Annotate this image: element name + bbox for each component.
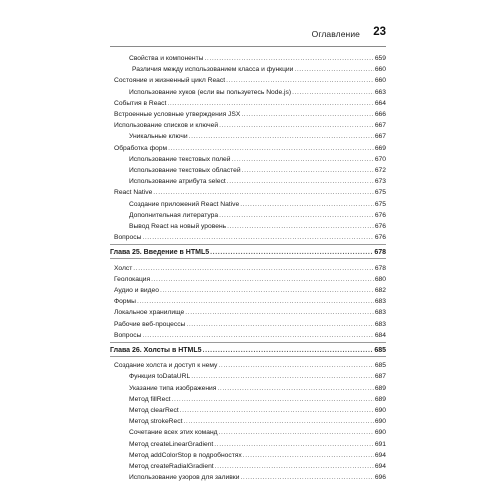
dot-leader — [214, 439, 374, 450]
toc-entry-page: 675 — [374, 200, 386, 208]
toc-entry-page: 673 — [374, 178, 386, 186]
chapter-rule — [110, 258, 386, 259]
dot-leader — [167, 98, 373, 109]
toc-entry-title: Метод createRadialGradient — [129, 463, 214, 470]
dot-leader — [294, 64, 373, 75]
dot-leader — [227, 221, 374, 232]
toc-entry-title: Сочетание всех этих команд — [129, 429, 218, 437]
toc-entry — [110, 405, 386, 416]
dot-leader — [185, 307, 374, 318]
toc-entry-title: Различия между использованием класса и функции — [132, 66, 294, 74]
toc-entry-page: 682 — [374, 287, 386, 294]
dot-leader — [226, 75, 374, 86]
section-title: Оглавление — [311, 29, 360, 39]
page-number: 23 — [373, 26, 386, 38]
toc-entry-title: Создание приложений React Native — [129, 200, 240, 208]
dot-leader — [232, 154, 374, 165]
toc-entry — [110, 285, 386, 296]
dot-leader — [204, 53, 373, 64]
toc-entry-title: Метод clearRect — [129, 407, 179, 414]
toc-entry — [110, 210, 386, 221]
toc-entry-title: Встроенные условные утверждения JSX — [114, 111, 241, 118]
toc-entry-page: 675 — [374, 189, 386, 197]
toc-entry-page: 666 — [374, 111, 386, 118]
toc-entry-page: 676 — [374, 211, 386, 219]
toc-entry — [110, 307, 386, 318]
running-header — [110, 27, 386, 43]
dot-leader — [241, 109, 374, 120]
dot-leader — [186, 319, 373, 330]
toc-entry-title: Использование текстовых полей — [129, 155, 231, 163]
toc-entry-page: 664 — [374, 99, 386, 107]
toc-entry — [110, 165, 386, 176]
toc-entry — [110, 383, 386, 394]
toc-entry-title: Формы — [114, 298, 136, 306]
chapter-rule — [110, 356, 386, 357]
toc-entry-page: 676 — [374, 234, 386, 242]
toc-entry-page: 689 — [374, 395, 386, 403]
dot-leader — [219, 120, 374, 131]
header-rule — [110, 46, 386, 47]
toc-entry-page: 684 — [374, 331, 386, 339]
toc-entry — [110, 360, 386, 371]
toc-chapter — [110, 247, 386, 258]
toc-entry-title: Использование атрибута select — [129, 178, 226, 186]
toc-entry-page: 660 — [374, 77, 386, 85]
toc-entry — [110, 427, 386, 438]
dot-leader — [215, 461, 374, 472]
chapter-rule — [110, 244, 386, 245]
toc-entry — [110, 64, 386, 75]
toc-entry-page: 689 — [374, 384, 386, 392]
toc-entry-page: 690 — [374, 407, 386, 414]
toc-entry-title: Функция toDataURL — [129, 373, 191, 381]
dot-leader — [227, 176, 374, 187]
dot-leader — [242, 165, 374, 176]
toc-entry-title: Дополнительная литература — [129, 211, 219, 219]
dot-leader — [180, 405, 374, 416]
toc-entry-page: 676 — [374, 223, 386, 230]
toc-entry — [110, 461, 386, 472]
toc-entry-title: Аудио и видео — [114, 287, 159, 294]
toc-entry — [110, 154, 386, 165]
toc-entry — [110, 131, 386, 142]
toc-entry-page: 683 — [374, 309, 386, 317]
toc-entry — [110, 176, 386, 187]
toc-entry-title: Вопросы — [114, 234, 142, 242]
dot-leader — [133, 263, 374, 274]
dot-leader — [219, 427, 374, 438]
toc-entry — [110, 394, 386, 405]
toc-entry-page: 691 — [374, 440, 386, 448]
chapter-rule — [110, 342, 386, 343]
dot-leader — [243, 450, 374, 461]
toc-entry-title: Локальное хранилище — [114, 309, 185, 317]
toc-entry-page: 678 — [374, 264, 386, 272]
toc-entry-title: События в React — [114, 99, 167, 107]
toc-entry — [110, 98, 386, 109]
toc-entry — [110, 263, 386, 274]
toc-entry-page: 667 — [374, 133, 386, 141]
toc-entry-page: 687 — [374, 373, 386, 381]
toc-entry-title: Глава 25. Введение в HTML5 — [110, 249, 210, 257]
toc-entry — [110, 109, 386, 120]
toc-entry-title: Использование узоров для заливки — [129, 474, 240, 482]
toc-entry-title: Состояние и жизненный цикл React — [114, 77, 226, 85]
toc-entry — [110, 187, 386, 198]
toc-entry-page: 690 — [374, 418, 386, 426]
toc-entry — [110, 296, 386, 307]
toc-entry-page: 672 — [374, 167, 386, 174]
toc-entry-title: Холст — [114, 264, 133, 272]
toc-entry-title: Использование текстовых областей — [129, 167, 241, 174]
toc-entry-title: Указание типа изображения — [129, 384, 217, 392]
dot-leader — [240, 472, 373, 483]
toc-entry-title: Использование списков и ключей — [114, 122, 219, 130]
toc-entry-page: 663 — [374, 88, 386, 96]
toc-entry-title: Свойства и компоненты — [129, 55, 204, 62]
toc-entry-page: 678 — [374, 249, 386, 257]
toc-entry-title: Уникальные ключи — [129, 133, 188, 141]
toc-entry-page: 694 — [374, 451, 386, 459]
toc-entry-page: 696 — [374, 474, 386, 482]
toc-entry-title: Метод createLinearGradient — [129, 440, 214, 448]
toc-entry-page: 660 — [374, 66, 386, 74]
toc-entry — [110, 53, 386, 64]
toc-entry-page: 680 — [374, 275, 386, 283]
toc-entry-title: Глава 26. Холсты в HTML5 — [110, 347, 202, 354]
toc-entry-title: Рабочие веб-процессы — [114, 320, 186, 328]
toc-entry — [110, 232, 386, 243]
dot-leader — [292, 87, 374, 98]
toc-entry-title: Создание холста и доступ к нему — [114, 362, 218, 370]
dot-leader — [219, 210, 374, 221]
dot-leader — [172, 394, 374, 405]
dot-leader — [189, 131, 374, 142]
dot-leader — [183, 416, 373, 427]
toc-entry — [110, 330, 386, 341]
toc-entry-page: 690 — [374, 429, 386, 437]
toc-entry — [110, 274, 386, 285]
toc-entry-page: 670 — [374, 155, 386, 163]
toc-entry — [110, 416, 386, 427]
toc-entry — [110, 87, 386, 98]
toc-entry-page: 694 — [374, 463, 386, 470]
toc-entry — [110, 143, 386, 154]
toc-entry — [110, 120, 386, 131]
toc-entry — [110, 450, 386, 461]
toc-entry-title: Использование хуков (если вы пользуетесь Node.js) — [129, 88, 292, 96]
dot-leader — [160, 285, 374, 296]
dot-leader — [210, 247, 373, 258]
dot-leader — [217, 383, 373, 394]
toc-entry-title: Метод strokeRect — [129, 418, 183, 426]
dot-leader — [203, 345, 374, 356]
dot-leader — [168, 143, 374, 154]
dot-leader — [151, 274, 374, 285]
toc-entry — [110, 472, 386, 483]
toc-entry-title: React Native — [114, 189, 153, 197]
toc-entry-title: Обработка форм — [114, 144, 168, 152]
toc-entry-title: Вопросы — [114, 331, 142, 339]
toc-entry-title: Метод fillRect — [129, 395, 171, 403]
toc-entry-page: 659 — [374, 55, 386, 62]
toc-entry-page: 669 — [374, 144, 386, 152]
dot-leader — [142, 330, 373, 341]
toc-entry-page: 667 — [374, 122, 386, 130]
toc-entry — [110, 221, 386, 232]
toc-entry — [110, 199, 386, 210]
toc-entry — [110, 75, 386, 86]
toc-entry-title: Метод addColorStop в подробностях — [129, 451, 242, 459]
toc-entry-page: 683 — [374, 320, 386, 328]
dot-leader — [218, 360, 373, 371]
toc-entry-page: 685 — [374, 362, 386, 370]
dot-leader — [240, 199, 374, 210]
toc-entry-page: 685 — [374, 347, 386, 354]
toc-entry-page: 683 — [374, 298, 386, 306]
toc-entry — [110, 319, 386, 330]
dot-leader — [137, 296, 374, 307]
dot-leader — [191, 371, 374, 382]
toc-entry — [110, 371, 386, 382]
toc-entry-title: Геолокация — [114, 275, 151, 283]
dot-leader — [142, 232, 373, 243]
dot-leader — [153, 187, 374, 198]
toc-entry — [110, 439, 386, 450]
toc-chapter — [110, 345, 386, 356]
toc-entry-title: Вывод React на новый уровень — [129, 223, 227, 230]
